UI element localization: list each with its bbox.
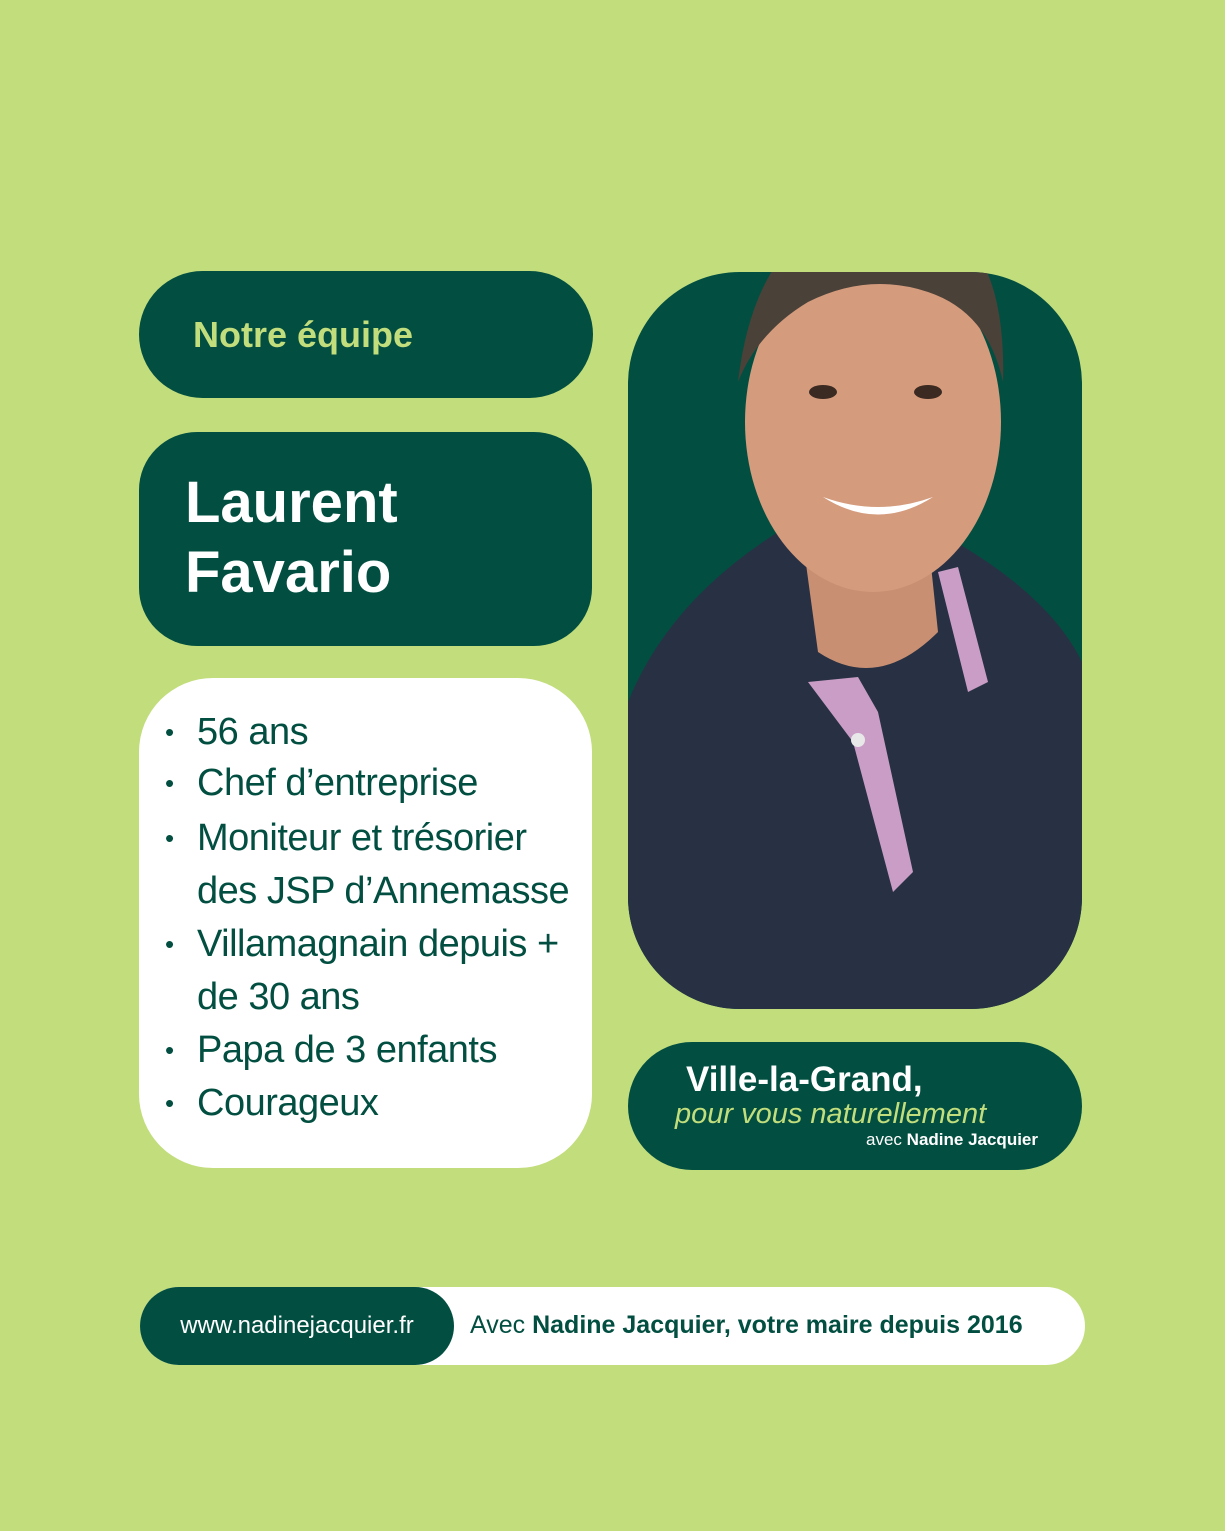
slogan-credit-prefix: avec bbox=[866, 1130, 902, 1149]
last-name: Favario bbox=[185, 540, 392, 605]
slogan-pill bbox=[628, 1042, 1082, 1170]
slogan-sub: pour vous naturellement bbox=[675, 1098, 987, 1130]
footer-prefix: Avec bbox=[470, 1311, 526, 1339]
bio-item: • Courageux bbox=[165, 1077, 592, 1130]
slogan-main: Ville-la-Grand, bbox=[686, 1060, 923, 1099]
bio-item: • Chef d’entreprise bbox=[165, 757, 592, 810]
portrait-illustration bbox=[628, 272, 1082, 1009]
team-label: Notre équipe bbox=[193, 313, 414, 355]
name-card bbox=[139, 432, 592, 646]
bio-item: • 56 ans bbox=[165, 706, 592, 759]
bio-item: • Villamagnain depuis + de 30 ans bbox=[165, 918, 577, 1024]
portrait-photo bbox=[628, 272, 1082, 1009]
footer-bar bbox=[140, 1287, 1085, 1365]
bio-item: • Moniteur et trésorier des JSP d’Annemasse bbox=[165, 812, 577, 918]
slogan-credit bbox=[866, 1130, 1038, 1150]
bio-item: • Papa de 3 enfants bbox=[165, 1024, 592, 1077]
footer-bold: Nadine Jacquier, votre maire depuis 2016 bbox=[532, 1311, 1023, 1339]
bio-card bbox=[139, 678, 592, 1168]
website-link[interactable]: www.nadinejacquier.fr bbox=[140, 1287, 454, 1365]
team-label-pill bbox=[139, 271, 593, 398]
slogan-credit-name: Nadine Jacquier bbox=[906, 1130, 1038, 1149]
footer-tagline bbox=[470, 1311, 1023, 1340]
first-name: Laurent bbox=[185, 470, 398, 535]
bio-list bbox=[165, 706, 592, 1130]
